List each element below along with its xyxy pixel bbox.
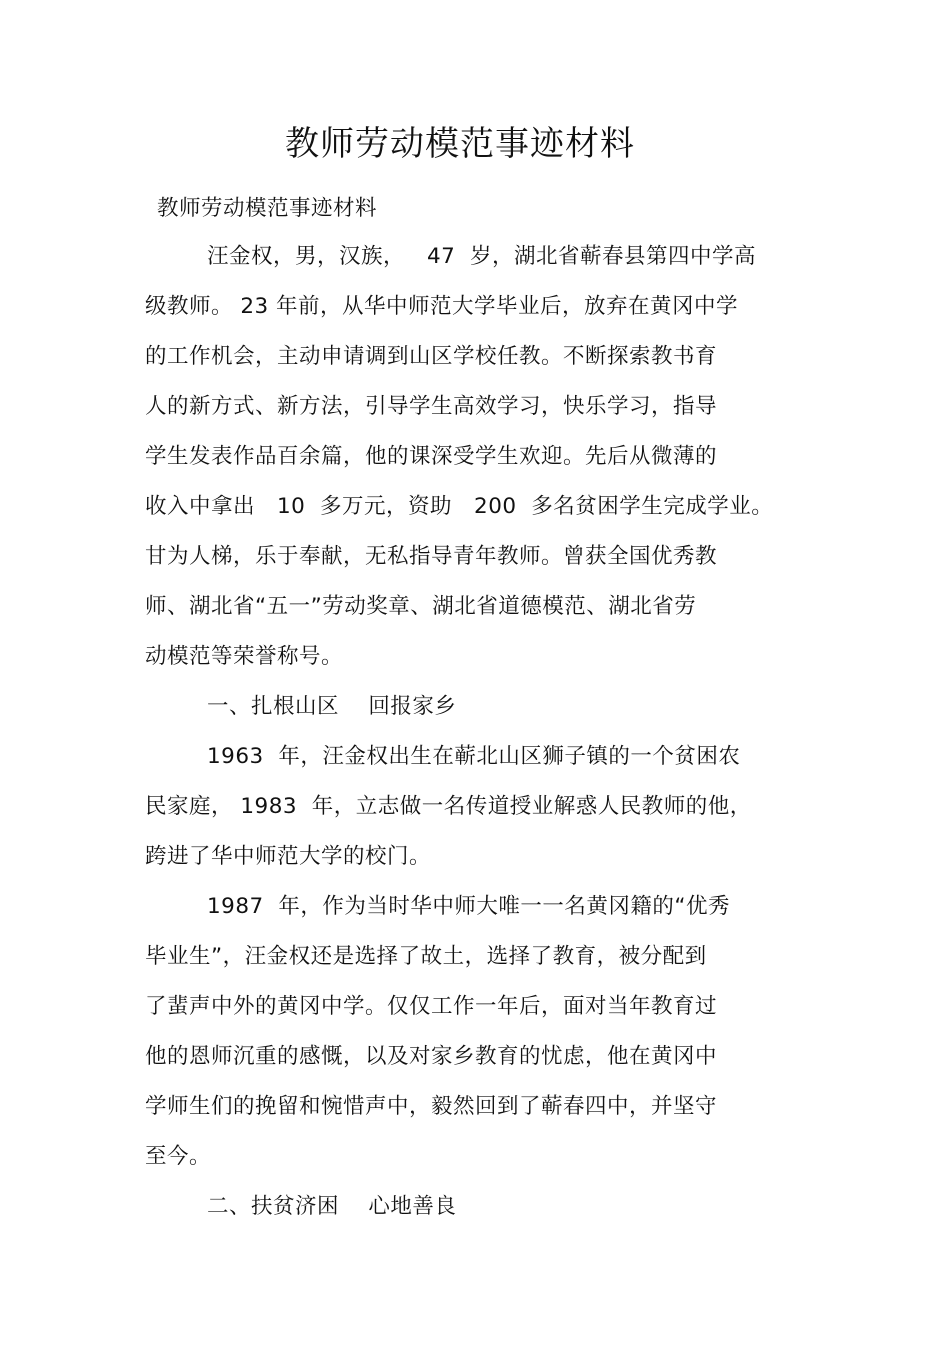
document-title: 教师劳动模范事迹材料: [285, 124, 635, 164]
paragraph-line: 至今。: [145, 1144, 212, 1169]
paragraph-line: 汪金权，男，汉族， 47 岁，湖北省蕲春县第四中学高: [207, 244, 757, 269]
paragraph-line: 毕业生”，汪金权还是选择了故土，选择了教育，被分配到: [145, 944, 707, 969]
subtitle-line: 教师劳动模范事迹材料: [157, 196, 378, 221]
paragraph-line: 级教师。 23 年前，从华中师范大学毕业后，放弃在黄冈中学: [145, 294, 739, 319]
paragraph-line: 民家庭， 1983 年，立志做一名传道授业解惑人民教师的他，: [145, 794, 752, 819]
paragraph-line: 学师生们的挽留和惋惜声中，毅然回到了蕲春四中，并坚守: [145, 1094, 718, 1119]
paragraph-line: 他的恩师沉重的感慨，以及对家乡教育的忧虑，他在黄冈中: [145, 1044, 718, 1069]
paragraph-line: 收入中拿出 10 多万元，资助 200 多名贫困学生完成学业。: [145, 494, 774, 519]
paragraph-line: 了蜚声中外的黄冈中学。仅仅工作一年后，面对当年教育过: [145, 994, 718, 1019]
paragraph-line: 1987 年，作为当时华中师大唯一一名黄冈籍的“优秀: [207, 894, 731, 919]
paragraph-line: 跨进了华中师范大学的校门。: [145, 844, 432, 869]
paragraph-line: 1963 年，汪金权出生在蕲北山区狮子镇的一个贫困农: [207, 744, 741, 769]
paragraph-line: 师、湖北省“五一”劳动奖章、湖北省道德模范、湖北省劳: [145, 594, 697, 619]
paragraph-line: 人的新方式、新方法，引导学生高效学习，快乐学习，指导: [145, 394, 718, 419]
paragraph-line: 的工作机会，主动申请调到山区学校任教。不断探索教书育: [145, 344, 718, 369]
paragraph-line: 学生发表作品百余篇，他的课深受学生欢迎。先后从微薄的: [145, 444, 718, 469]
paragraph-line: 动模范等荣誉称号。: [145, 644, 344, 669]
section-heading: 一、扎根山区 回报家乡: [207, 694, 457, 719]
paragraph-line: 甘为人梯，乐于奉献，无私指导青年教师。曾获全国优秀教: [145, 544, 718, 569]
section-heading: 二、扶贫济困 心地善良: [207, 1194, 457, 1219]
